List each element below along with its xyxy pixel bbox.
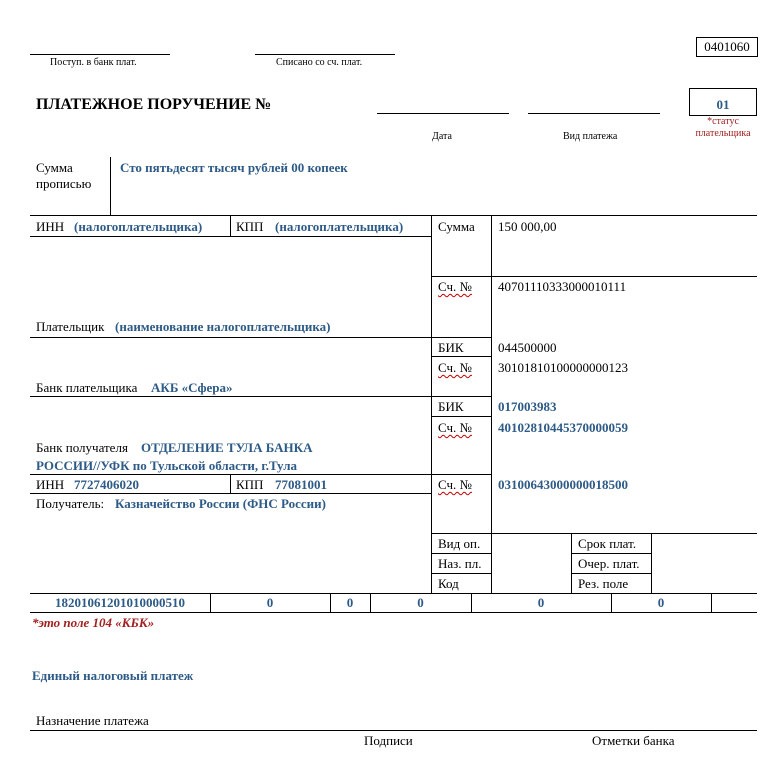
recipient-bank-label: Банк получателя [36, 440, 128, 455]
recipient-account-label: Сч. № [438, 477, 472, 492]
kod-label: Код [438, 576, 459, 591]
rez-pole-label: Рез. поле [578, 576, 629, 591]
grid-line [30, 474, 491, 475]
grid-line [571, 573, 651, 574]
recipient-bank-name-line1: ОТДЕЛЕНИЕ ТУЛА БАНКА [141, 440, 313, 455]
payer-inn-label: ИНН [36, 219, 65, 234]
payment-number-line [377, 113, 509, 114]
srok-plat-label: Срок плат. [578, 536, 637, 551]
date-label: Дата [432, 131, 452, 142]
payer-name-value: (наименование налогоплательщика) [115, 319, 331, 334]
grid-line [571, 553, 651, 554]
recipient-bank-name-line2: РОССИИ//УФК по Тульской области, г.Тула [36, 458, 298, 473]
words-divider [110, 157, 111, 215]
grid-line [491, 215, 492, 593]
debited-label: Списано со сч. плат. [276, 57, 363, 68]
vid-op-label: Вид оп. [438, 536, 481, 551]
grid-line [571, 533, 572, 593]
payer-bank-name: АКБ «Сфера» [151, 380, 233, 395]
grid-line [230, 215, 231, 236]
recipient-account-value: 03100643000000018500 [498, 477, 628, 492]
naz-pl-label: Наз. пл. [438, 556, 482, 571]
recipient-inn-label: ИНН [36, 477, 65, 492]
signatures-label: Подписи [364, 733, 413, 748]
payer-bank-account-label: Сч. № [438, 360, 472, 375]
recipient-kpp-value: 77081001 [275, 477, 327, 492]
kbk-note: *это поле 104 «КБК» [32, 615, 155, 630]
payer-bank-account-value: 30101810100000000123 [498, 360, 628, 375]
tax-field-doc-number: 0 [537, 595, 545, 610]
grid-line [30, 236, 431, 237]
grid-line [30, 493, 431, 494]
grid-line [431, 533, 757, 534]
grid-line [230, 474, 231, 493]
grid-line [30, 593, 757, 594]
payer-bank-label: Банк плательщика [36, 380, 138, 395]
payer-status-note: *статус плательщика [695, 116, 751, 139]
payer-kpp-label: КПП [236, 219, 264, 234]
tax-field-kbk: 18201061201010000510 [55, 595, 185, 610]
payer-bank-bik-value: 044500000 [498, 340, 557, 355]
recipient-bank-bik-value: 017003983 [498, 399, 557, 414]
grid-line [431, 276, 757, 277]
grid-line [30, 337, 491, 338]
tax-field-basis: 0 [346, 595, 354, 610]
grid-line [431, 416, 491, 417]
grid-line [431, 553, 491, 554]
payer-status-box: 01 [689, 88, 757, 116]
recipient-name-value: Казначейство России (ФНС России) [115, 496, 326, 511]
payer-account-label: Сч. № [438, 279, 472, 294]
recipient-bank-account-label: Сч. № [438, 420, 472, 435]
recipient-kpp-label: КПП [236, 477, 264, 492]
payment-type-label: Вид платежа [563, 131, 618, 142]
recipient-bank-account-value: 40102810445370000059 [498, 420, 628, 435]
payer-bank-bik-label: БИК [438, 340, 464, 355]
recipient-inn-value: 7727406020 [74, 477, 139, 492]
purpose-label: Назначение платежа [36, 713, 149, 728]
form-title: ПЛАТЕЖНОЕ ПОРУЧЕНИЕ № [36, 96, 272, 113]
bank-marks-label: Отметки банка [592, 733, 675, 748]
payer-inn-value: (налогоплательщика) [74, 219, 203, 234]
payer-kpp-value: (налогоплательщика) [275, 219, 404, 234]
sum-value: 150 000,00 [498, 219, 557, 234]
payment-type-line [528, 113, 660, 114]
grid-line [30, 396, 491, 397]
grid-line [30, 215, 757, 216]
form-code-box: 0401060 [696, 37, 758, 57]
grid-line [651, 533, 652, 593]
grid-line [30, 612, 757, 613]
grid-line [431, 215, 432, 593]
recipient-bank-bik-label: БИК [438, 399, 464, 414]
grid-line [431, 573, 491, 574]
tax-field-doc-date: 0 [657, 595, 665, 610]
tax-field-oktmo: 0 [266, 595, 274, 610]
purpose-line [30, 730, 757, 731]
recipient-name-label: Получатель: [36, 496, 105, 511]
received-label: Поступ. в банк плат. [50, 57, 137, 68]
grid-line [711, 593, 712, 612]
amount-words-label: Сумма прописью [36, 160, 92, 191]
debited-date-line [255, 54, 395, 55]
tax-field-period: 0 [417, 595, 424, 610]
amount-words-value: Сто пятьдесят тысяч рублей 00 копеек [120, 160, 348, 175]
ocher-plat-label: Очер. плат. [578, 556, 640, 571]
sum-label: Сумма [438, 219, 475, 234]
grid-line [431, 356, 491, 357]
received-date-line [30, 54, 170, 55]
payer-name-label: Плательщик [36, 319, 105, 334]
purpose-text: Единый налоговый платеж [32, 668, 194, 683]
payer-account-value: 40701110333000010111 [498, 279, 627, 294]
